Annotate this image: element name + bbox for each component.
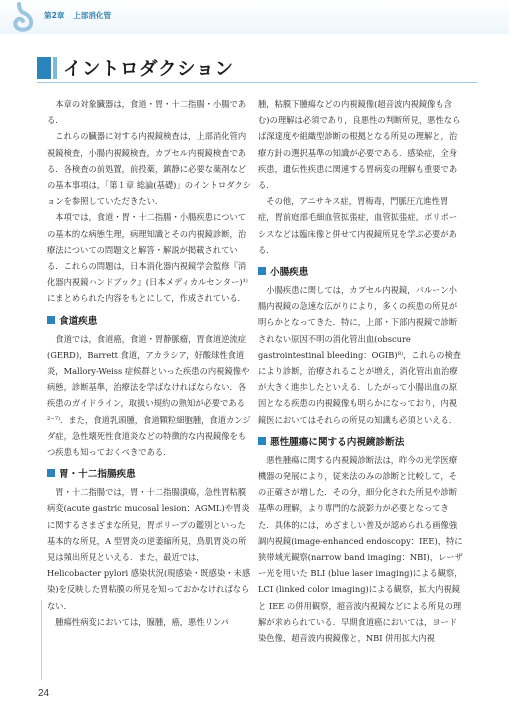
section-text-esophagus: 食道では，食道癌，食道・胃静脈瘤，胃食道逆流症(GERD)，Barrett 食道，アカラシア，好酸球性食道炎，Mallory-Weiss 症候群といった疾患の内視鏡像や病態，診断基準，治療法を学ばなければならない．各疾患のガイドライン，取扱い規約の熟知が必要である²⁻⁷⁾．また，食道乳頭腫，食道顆粒細胞腫，食道カンジダ症，急性壊死性食道炎などの特徴的な内視鏡像をもつ疾患も知っておくべきである． [47, 333, 251, 458]
page-number: 24 [38, 688, 50, 699]
margin-rule [41, 600, 42, 680]
section-title-esophagus: 食道疾患 [59, 315, 98, 327]
section-title-small-intestine: 小腸疾患 [270, 267, 309, 279]
section-text-malignant: 悪性腫瘍に関する内視鏡診断法は，昨今の光学医療機器の発展により，従来法のみの診断と比較して，その正確さが増した．その分，細分化された所見や診断基準の理解，より専門的な読影力が必要となってきた．具体的には，めざましい普及が認められる画像強調内視鏡(image-enhanced endoscopy：IEE)，特に狭帯域光観察(narrow band imaging：NBI)，レーザー光を用いた BLI (blue laser imaging)による観察，LCI (linked color imaging)による観察，拡大内視鏡と IEE の併用観察，超音波内視鏡などによる所見の理解が求められている．早期食道癌においては，ヨード染色像，超音波内視鏡像と，NBI 併用拡大内視 [258, 454, 463, 644]
section-text-stomach-1: 胃・十二指腸では，胃・十二指腸潰瘍，急性胃粘膜病変(acute gastric mucosal lesion：AGML)や胃炎に関するさまざまな所見，胃ポリープの鑑別といった基本的な所見，A 型胃炎の逆萎縮所見，鳥肌胃炎の所見は頻出所見といえる．また，最近では，Helicobacter pylori 感染状況(現感染・既感染・未感染)を反映した胃粘膜の所見を知っておかなければならない． [47, 487, 251, 611]
title-bar [37, 52, 477, 83]
section-square-icon [258, 267, 266, 275]
intro-paragraph-3: 本項では，食道・胃・十二指腸・小腸疾患についての基本的な病態生理，病理知識とその内視鏡診断，治療法についての問題文と解答・解説が掲載されている．これらの問題は，日本消化器内視鏡学会監修『消化器内視鏡ハンドブック』(日本メディカルセンター)¹⁾にまとめられた内容をもとにして，作成されている． [47, 212, 248, 304]
intro-paragraph-1: 本章の対象臓器は，食道・胃・十二指腸・小腸である． [47, 99, 247, 126]
right-column [258, 96, 463, 646]
section-title-malignant: 悪性腫瘍に関する内視鏡診断法 [270, 436, 405, 448]
title-marker-light [53, 57, 57, 79]
section-square-icon [47, 469, 55, 477]
left-column [47, 96, 252, 630]
chapter-number: 第2章 [44, 11, 65, 20]
page-title: イントロダクション [63, 59, 234, 80]
section-heading-esophagus [47, 315, 252, 328]
intro-paragraph-2: これらの臓器に対する内視鏡検査は，上部消化管内視鏡検査，小腸内視鏡検査，カプセル内視鏡検査である．各検査の前処置，前投薬，鎮静に必要な薬剤などの基本事項は，「第１章 総論(基礎)」のイントロダクションを参照していただきたい． [47, 131, 252, 207]
section-heading-malignant [258, 436, 463, 449]
section-square-icon [258, 437, 266, 445]
continued-text-1: 腫，粘膜下腫瘍などの内視鏡像(超音波内視鏡像も含む)の理解は必須であり，良悪性の判断所見，悪性ならば深達度や組織型診断の根拠となる所見の理解と，治療方針の選択基準の知識が必要である．感染症，全身疾患，遺伝性疾患に関連する胃病変の理解も重要である． [258, 99, 461, 191]
section-title-stomach: 胃・十二指腸疾患 [59, 469, 136, 481]
chapter-header [44, 10, 111, 21]
chapter-title: 上部消化管 [73, 11, 112, 20]
section-text-small-intestine: 小腸疾患に関しては，カプセル内視鏡，バルーン小腸内視鏡の急速な広がりにより，多くの疾患の所見が明らかとなってきた．特に，上部・下部内視鏡で診断されない原因不明の消化管出血(obscure gastrointestinal bleeding：OGIB)⁸⁾，これらの検査により診断，治療されることが増え，消化管出血治療が大きく進歩したといえる．したがって小腸出血の原因となる疾患の内視鏡像も明らかになっており，内視鏡医においてはそれらの所見の知識も必須といえる． [258, 285, 462, 425]
section-square-icon [47, 316, 55, 324]
title-marker [37, 57, 51, 79]
continued-text-2: その他，アニサキス症，胃梅毒，門脈圧亢進性胃症，胃前庭部毛細血管拡張症，血管拡張症，ポリポーシスなどは臨床像と併せて内視鏡所見を学ぶ必要がある． [258, 196, 458, 255]
section-heading-small-intestine [258, 266, 463, 279]
section-heading-stomach [47, 468, 252, 481]
stomach-icon [10, 2, 36, 32]
section-text-stomach-2: 腫瘍性病変においては，腺腫，癌，悪性リンパ [55, 616, 229, 627]
